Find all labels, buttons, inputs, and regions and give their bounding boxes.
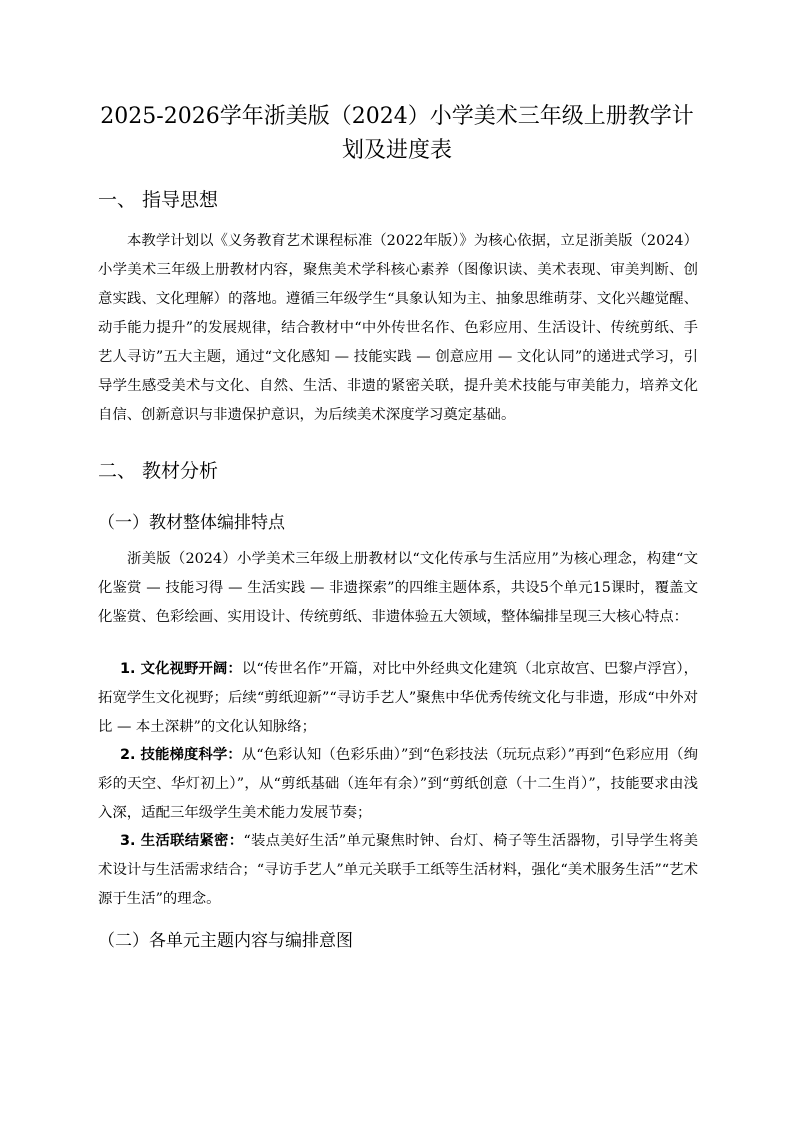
section-heading-guiding-ideology: 一、 指导思想 (98, 189, 219, 211)
section-heading-textbook-analysis: 二、 教材分析 (98, 460, 219, 482)
overall-features-paragraph: 浙美版（2024）小学美术三年级上册教材以“文化传承与生活应用”为核心理念，构建“文化鉴赏 — 技能习得 — 生活实践 — 非遗探索”的四维主题体系，共设5个单元15课时，覆盖文化鉴赏、色彩绘画、实用设计、传统剪纸、非遗体验五大领域，整体编排呈现三大核心特点： (98, 551, 698, 625)
subsection-heading-overall-features: （一）教材整体编排特点 (98, 513, 285, 533)
guiding-ideology-paragraph: 本教学计划以《义务教育艺术课程标准（2022年版）》为核心依据，立足浙美版（2024）小学美术三年级上册教材内容，聚焦美术学科核心素养（图像识读、美术表现、审美判断、创意实践、文化理解）的落地。遵循三年级学生“具象认知为主、抽象思维萌芽、文化兴趣觉醒、动手能力提升”的发展规律，结合教材中“中外传世名作、色彩应用、生活设计、传统剪纸、手艺人寻访”五大主题，通过“文化感知 — 技能实践 — 创意应用 — 文化认同”的递进式学习，引导学生感受美术与文化、自然、生活、非遗的紧密关联，提升美术技能与审美能力，培养文化自信、创新意识与非遗保护意识，为后续美术深度学习奠定基础。 (98, 233, 698, 423)
document-title: 2025-2026学年浙美版（2024）小学美术三年级上册教学计划及进度表 (100, 104, 694, 163)
subsection-heading-unit-themes: （二）各单元主题内容与编排意图 (98, 931, 353, 951)
feature-item-3-label: 3. 生活联结紧密： (120, 833, 244, 849)
feature-item-3 (98, 827, 698, 914)
feature-item-2-label: 2. 技能梯度科学： (120, 747, 242, 763)
feature-item-1-label: 1. 文化视野开阔： (120, 661, 242, 677)
feature-item-2 (98, 741, 698, 828)
feature-item-2-text: 从“色彩认知（色彩乐曲）”到“色彩技法（玩玩点彩）”再到“色彩应用（绚彩的天空、华灯初上）”，从“剪纸基础（连年有余）”到“剪纸创意（十二生肖）”，技能要求由浅入深，适配三年级学生美术能力发展节奏； (98, 747, 698, 821)
feature-item-1-text: 以“传世名作”开篇，对比中外经典文化建筑（北京故宫、巴黎卢浮宫），拓宽学生文化视野；后续“剪纸迎新”“寻访手艺人”聚焦中华优秀传统文化与非遗，形成“中外对比 — 本土深耕”的文化认知脉络； (98, 661, 698, 735)
feature-item-1 (98, 655, 698, 742)
feature-item-3-text: “装点美好生活”单元聚焦时钟、台灯、椅子等生活器物，引导学生将美术设计与生活需求结合；“寻访手艺人”单元关联手工纸等生活材料，强化“美术服务生活”“艺术源于生活”的理念。 (98, 833, 698, 907)
